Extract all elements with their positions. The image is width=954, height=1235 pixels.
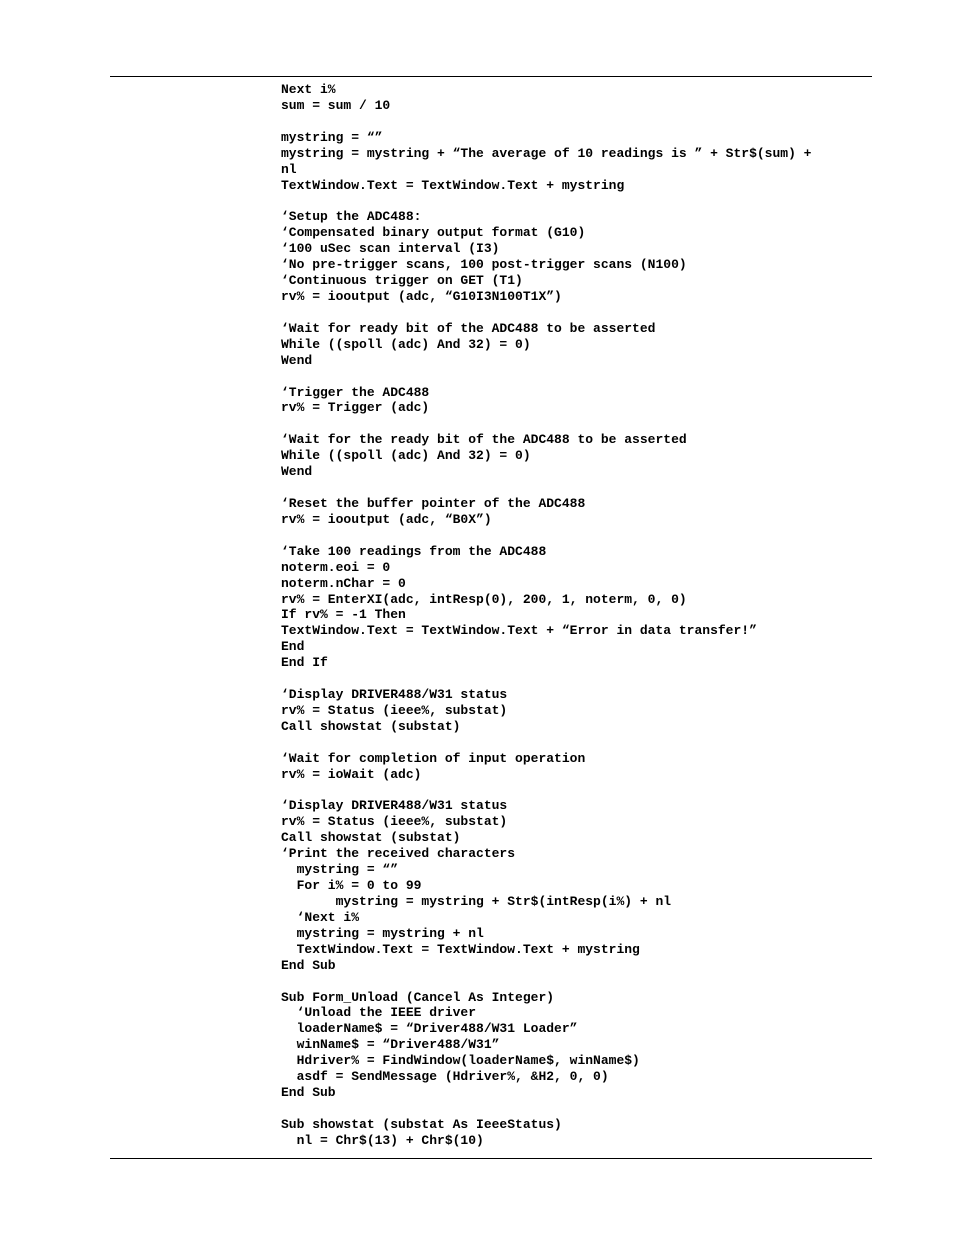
code-blank-line: [281, 671, 812, 687]
code-blank-line: [281, 1101, 812, 1117]
code-line: ‘Trigger the ADC488: [281, 384, 430, 400]
header-rule: [110, 76, 872, 77]
code-blank-line: [281, 783, 812, 799]
code-line: ‘Compensated binary output format (G10): [281, 225, 586, 241]
footer-rule: [110, 1158, 872, 1159]
code-line: noterm.nChar = 0: [281, 575, 406, 591]
code-line: Call showstat (substat): [281, 718, 461, 734]
code-line: ‘Take 100 readings from the ADC488: [281, 543, 547, 559]
code-listing: [281, 82, 812, 1149]
code-line: ‘No pre-trigger scans, 100 post-trigger scans (N100): [281, 257, 687, 273]
code-line: ‘Display DRIVER488/W31 status: [281, 798, 508, 814]
code-line: ‘Reset the buffer pointer of the ADC488: [281, 495, 586, 511]
code-line: End: [281, 639, 305, 655]
code-line: rv% = Status (ieee%, substat): [281, 814, 508, 830]
code-line: rv% = Status (ieee%, substat): [281, 702, 508, 718]
code-blank-line: [281, 193, 812, 209]
code-line: ‘Wait for ready bit of the ADC488 to be asserted: [281, 320, 656, 336]
code-line: End If: [281, 655, 328, 671]
code-line: noterm.eoi = 0: [281, 559, 391, 575]
code-blank-line: [281, 528, 812, 544]
code-line: rv% = Trigger (adc): [281, 400, 430, 416]
code-line: ‘Wait for the ready bit of the ADC488 to be asserted: [281, 432, 687, 448]
code-line: mystring = “”: [281, 129, 383, 145]
code-line: Hdriver% = FindWindow(loaderName$, winName$): [281, 1053, 640, 1069]
code-line: rv% = EnterXI(adc, intResp(0), 200, 1, noterm, 0, 0): [281, 591, 687, 607]
code-line: End Sub: [281, 1085, 336, 1101]
code-line: Next i%: [281, 82, 336, 97]
code-line: Sub showstat (substat As IeeeStatus): [281, 1116, 562, 1132]
code-blank-line: [281, 114, 812, 130]
code-line: nl: [281, 161, 297, 177]
code-line: End Sub: [281, 957, 336, 973]
code-blank-line: [281, 369, 812, 385]
code-line: mystring = “”: [281, 862, 399, 878]
code-line: ‘Unload the IEEE driver: [281, 1005, 477, 1021]
code-line: rv% = iooutput (adc, “B0X”): [281, 511, 492, 527]
code-line: Sub Form_Unload (Cancel As Integer): [281, 989, 555, 1005]
code-line: TextWindow.Text = TextWindow.Text + “Error in data transfer!”: [281, 623, 757, 639]
code-line: ‘Print the received characters: [281, 846, 516, 862]
code-line: ‘Setup the ADC488:: [281, 209, 422, 225]
code-line: While ((spoll (adc) And 32) = 0): [281, 336, 531, 352]
code-line: ‘Continuous trigger on GET (T1): [281, 273, 523, 289]
code-line: sum = sum / 10: [281, 97, 391, 113]
code-blank-line: [281, 416, 812, 432]
code-line: rv% = ioWait (adc): [281, 766, 422, 782]
code-line: Call showstat (substat): [281, 830, 461, 846]
code-blank-line: [281, 305, 812, 321]
code-blank-line: [281, 974, 812, 990]
code-line: nl = Chr$(13) + Chr$(10): [281, 1132, 484, 1148]
code-line: For i% = 0 to 99: [281, 878, 422, 894]
code-line: TextWindow.Text = TextWindow.Text + mystring: [281, 941, 640, 957]
code-line: loaderName$ = “Driver488/W31 Loader”: [281, 1021, 578, 1037]
code-line: mystring = mystring + “The average of 10 readings is ” + Str$(sum) +: [281, 145, 812, 161]
code-line: ‘Wait for completion of input operation: [281, 750, 586, 766]
code-line: asdf = SendMessage (Hdriver%, &H2, 0, 0): [281, 1069, 609, 1085]
code-line: If rv% = -1 Then: [281, 607, 406, 623]
code-line: mystring = mystring + Str$(intResp(i%) + nl: [281, 894, 672, 910]
code-line: winName$ = “Driver488/W31”: [281, 1037, 500, 1053]
code-line: ‘Next i%: [281, 909, 360, 925]
code-line: ‘Display DRIVER488/W31 status: [281, 687, 508, 703]
code-blank-line: [281, 735, 812, 751]
code-line: ‘100 uSec scan interval (I3): [281, 241, 500, 257]
code-blank-line: [281, 480, 812, 496]
code-line: rv% = iooutput (adc, “G10I3N100T1X”): [281, 288, 562, 304]
code-line: TextWindow.Text = TextWindow.Text + mystring: [281, 177, 625, 193]
code-line: While ((spoll (adc) And 32) = 0): [281, 448, 531, 464]
code-line: Wend: [281, 464, 313, 480]
code-line: mystring = mystring + nl: [281, 925, 484, 941]
code-line: Wend: [281, 352, 313, 368]
